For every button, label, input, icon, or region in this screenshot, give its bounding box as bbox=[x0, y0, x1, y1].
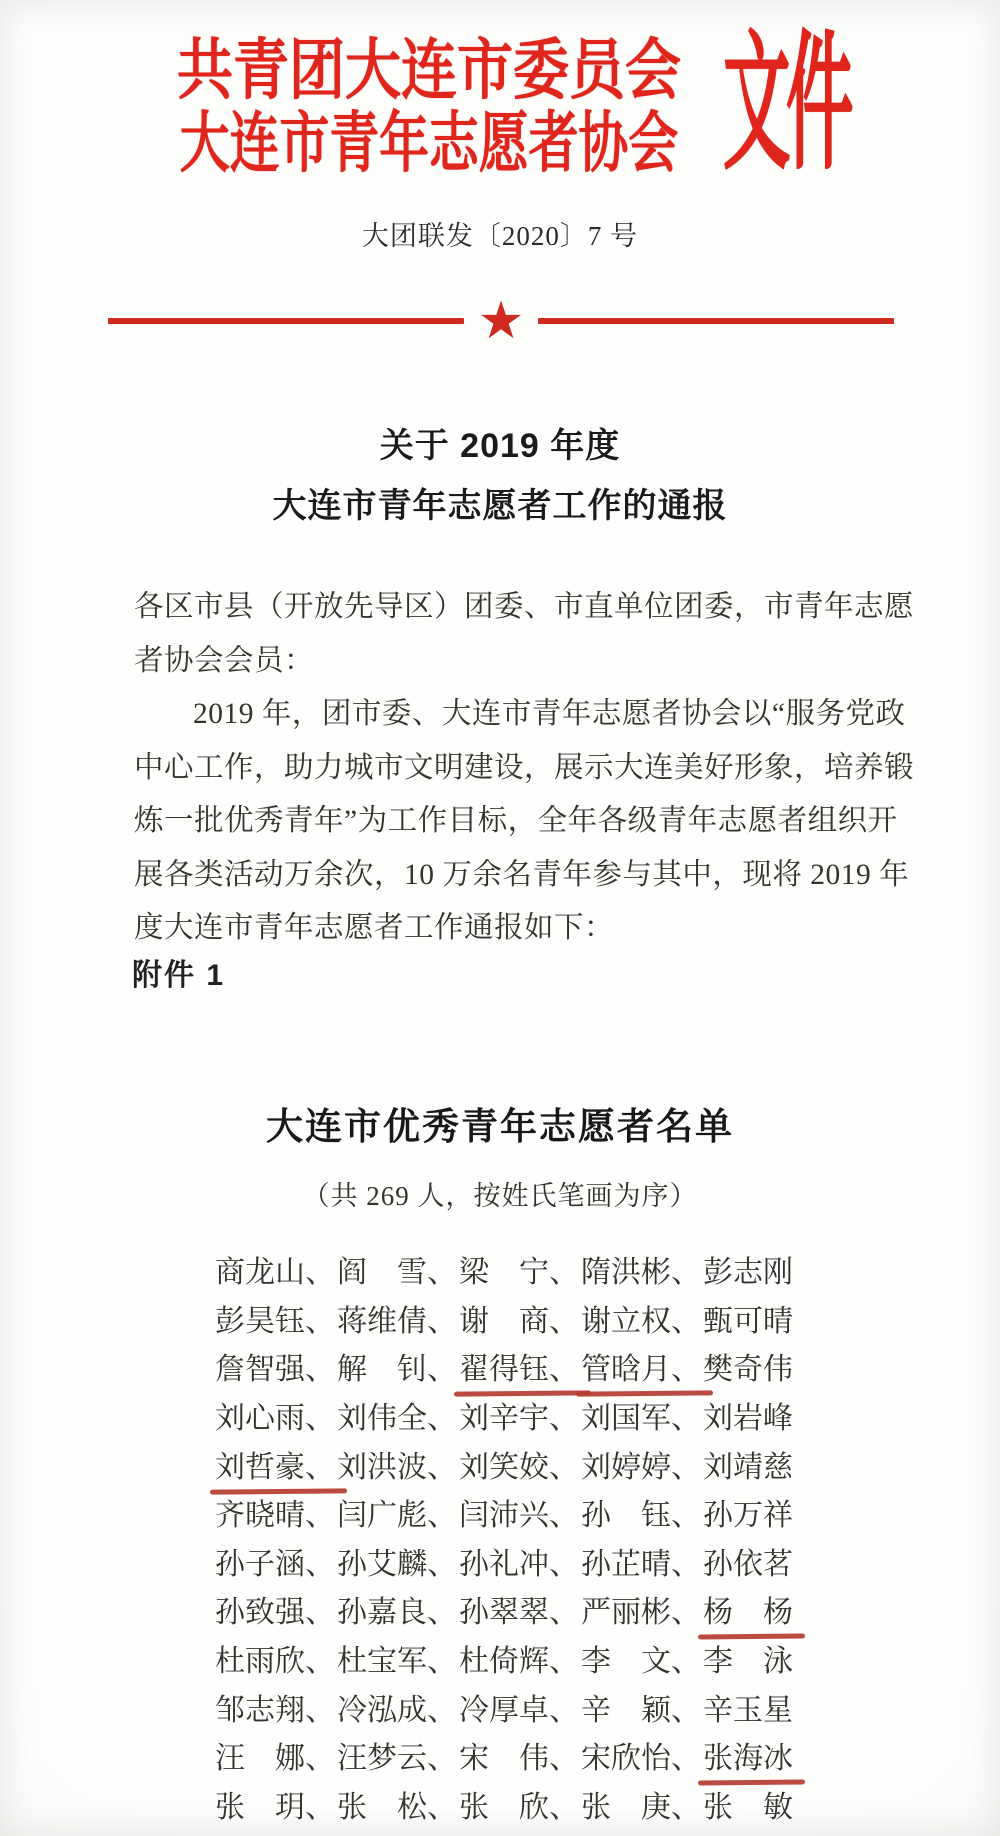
letterhead bbox=[0, 19, 1000, 187]
volunteer-name: 谢 商、 bbox=[459, 1304, 579, 1338]
volunteer-name: 李 泳 bbox=[703, 1645, 793, 1679]
volunteer-name: 詹智强、 bbox=[215, 1353, 335, 1387]
name-row bbox=[215, 1439, 793, 1488]
volunteer-name: 隋洪彬、 bbox=[581, 1256, 701, 1290]
volunteer-name: 彭志刚 bbox=[703, 1256, 793, 1290]
paragraph-line: 度大连市青年志愿者工作通报如下： bbox=[134, 912, 615, 944]
name-row bbox=[215, 1391, 793, 1440]
red-separator-rule bbox=[108, 291, 894, 351]
volunteer-name: 刘岩峰 bbox=[703, 1402, 793, 1436]
name-row bbox=[215, 1731, 793, 1780]
document-title-line-2: 大连市青年志愿者工作的通报 bbox=[272, 487, 728, 525]
volunteer-name: 邹志翔、 bbox=[215, 1693, 335, 1727]
paragraph-line: 2019 年，团市委、大连市青年志愿者协会以“服务党政 bbox=[193, 698, 906, 730]
rule-left-segment bbox=[108, 318, 464, 324]
volunteer-name: 辛 颖、 bbox=[581, 1693, 701, 1727]
name-list bbox=[215, 1245, 793, 1828]
volunteer-name: 杜倚辉、 bbox=[459, 1645, 579, 1679]
paragraph-line: 展各类活动万余次，10 万余名青年参与其中，现将 2019 年 bbox=[134, 858, 910, 891]
roster-title: 大连市优秀青年志愿者名单 bbox=[266, 1106, 734, 1147]
document-title-line-1: 关于 2019 年度 bbox=[379, 427, 621, 465]
volunteer-name: 解 钊、 bbox=[337, 1353, 457, 1387]
volunteer-name: 刘伟全、 bbox=[337, 1402, 457, 1436]
name-row bbox=[215, 1634, 793, 1683]
volunteer-name: 冷厚卓、 bbox=[459, 1693, 579, 1727]
volunteer-name: 阎 雪、 bbox=[337, 1256, 457, 1290]
volunteer-name: 张 庚、 bbox=[581, 1790, 701, 1824]
name-row bbox=[215, 1294, 793, 1343]
name-row bbox=[215, 1537, 793, 1586]
org-name-line-2: 大连市青年志愿者协会 bbox=[179, 105, 679, 180]
volunteer-name: 宋欣怡、 bbox=[581, 1742, 701, 1776]
attachment-label: 附件 1 bbox=[132, 959, 226, 992]
volunteer-name: 甄可晴 bbox=[703, 1304, 793, 1338]
volunteer-name: 辛玉星 bbox=[703, 1693, 793, 1727]
volunteer-name: 孙翠翠、 bbox=[459, 1596, 579, 1630]
rule-right-segment bbox=[538, 318, 894, 324]
volunteer-name: 商龙山、 bbox=[215, 1256, 335, 1290]
volunteer-name-underlined: 杨 杨 bbox=[703, 1587, 793, 1631]
volunteer-name: 刘心雨、 bbox=[215, 1402, 335, 1436]
salutation-line: 者协会会员： bbox=[134, 644, 315, 677]
volunteer-name: 孙礼冲、 bbox=[459, 1547, 579, 1581]
volunteer-name-underlined: 管晗月、 bbox=[581, 1344, 701, 1388]
volunteer-name: 梁 宁、 bbox=[459, 1256, 579, 1290]
document-title bbox=[0, 416, 1000, 536]
name-row bbox=[215, 1245, 793, 1294]
name-row bbox=[215, 1342, 793, 1391]
volunteer-name: 刘国军、 bbox=[581, 1402, 701, 1436]
volunteer-name: 樊奇伟 bbox=[703, 1353, 793, 1387]
volunteer-name: 孙万祥 bbox=[703, 1499, 793, 1533]
volunteer-name: 严丽彬、 bbox=[581, 1596, 701, 1630]
volunteer-name: 孙致强、 bbox=[215, 1596, 335, 1630]
volunteer-name: 汪梦云、 bbox=[337, 1742, 457, 1776]
volunteer-name: 杜雨欣、 bbox=[215, 1645, 335, 1679]
volunteer-name: 张 欣、 bbox=[459, 1790, 579, 1824]
paragraph-line: 中心工作，助力城市文明建设，展示大连美好形象，培养锻 bbox=[134, 751, 915, 784]
volunteer-name: 闫广彪、 bbox=[337, 1499, 457, 1533]
volunteer-name: 孙芷晴、 bbox=[581, 1547, 701, 1581]
volunteer-name: 张 敏 bbox=[703, 1790, 793, 1824]
volunteer-name: 汪 娜、 bbox=[215, 1742, 335, 1776]
paragraph-line: 炼一批优秀青年”为工作目标，全年各级青年志愿者组织开 bbox=[134, 805, 898, 837]
volunteer-name: 张 玥、 bbox=[215, 1790, 335, 1824]
volunteer-name: 蒋维倩、 bbox=[337, 1304, 457, 1338]
volunteer-name: 张 松、 bbox=[337, 1790, 457, 1824]
volunteer-name: 宋 伟、 bbox=[459, 1742, 579, 1776]
body-text bbox=[134, 581, 915, 956]
issuing-organizations bbox=[149, 33, 709, 179]
volunteer-name-underlined: 翟得钰、 bbox=[459, 1344, 579, 1388]
name-row bbox=[215, 1682, 793, 1731]
volunteer-name-underlined: 张海冰 bbox=[703, 1733, 793, 1777]
org-name-line-1: 共青团大连市委员会 bbox=[177, 32, 681, 107]
volunteer-name: 孙子涵、 bbox=[215, 1547, 335, 1581]
name-row bbox=[215, 1585, 793, 1634]
volunteer-name: 闫沛兴、 bbox=[459, 1499, 579, 1533]
name-row bbox=[215, 1780, 793, 1829]
volunteer-name: 谢立权、 bbox=[581, 1304, 701, 1338]
doc-type-label-wrap bbox=[723, 19, 851, 187]
volunteer-name: 刘婷婷、 bbox=[581, 1450, 701, 1484]
name-row bbox=[215, 1488, 793, 1537]
doc-type-label: 文件 bbox=[723, 19, 850, 187]
volunteer-name-underlined: 刘哲豪、 bbox=[215, 1442, 335, 1486]
volunteer-name: 杜宝军、 bbox=[337, 1645, 457, 1679]
volunteer-name: 冷泓成、 bbox=[337, 1693, 457, 1727]
volunteer-name: 孙 钰、 bbox=[581, 1499, 701, 1533]
volunteer-name: 孙嘉良、 bbox=[337, 1596, 457, 1630]
volunteer-name: 刘辛宇、 bbox=[459, 1402, 579, 1436]
roster-count-subtitle: （共 269 人，按姓氏笔画为序） bbox=[302, 1181, 698, 1211]
salutation-line: 各区市县（开放先导区）团委、市直单位团委，市青年志愿 bbox=[134, 591, 915, 623]
doc-number: 大团联发〔2020〕7 号 bbox=[361, 221, 639, 251]
volunteer-name: 刘靖慈 bbox=[703, 1450, 793, 1484]
volunteer-name: 刘洪波、 bbox=[337, 1450, 457, 1484]
volunteer-name: 李 文、 bbox=[581, 1645, 701, 1679]
volunteer-name: 孙依茗 bbox=[703, 1547, 793, 1581]
volunteer-name: 齐晓晴、 bbox=[215, 1499, 335, 1533]
volunteer-name: 刘笑姣、 bbox=[459, 1450, 579, 1484]
volunteer-name: 孙艾麟、 bbox=[337, 1547, 457, 1581]
star-icon: ★ bbox=[477, 291, 525, 351]
volunteer-name: 彭昊钰、 bbox=[215, 1304, 335, 1338]
